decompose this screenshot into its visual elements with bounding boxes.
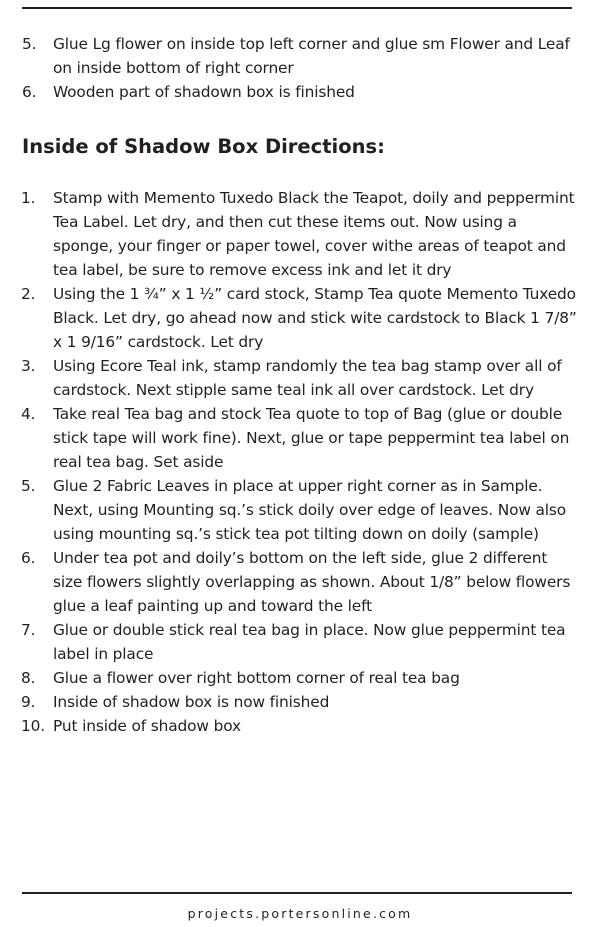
step-number: 4. [21, 405, 36, 423]
step-number: 10. [21, 717, 46, 735]
step-number: 5. [21, 477, 36, 495]
step-number: 5. [22, 35, 37, 53]
step-text: Glue Lg flower on inside top left corner and glue sm Flower and Leaf on inside bottom of right corner [53, 35, 570, 77]
step-text: Inside of shadow box is now finished [53, 693, 330, 711]
step-number: 9. [21, 693, 36, 711]
step-text: Using the 1 ¾” x 1 ½” card stock, Stamp Tea quote Memento Tuxedo Black. Let dry, go ahead now and stick wite cardstock to Black 1 7/8” x 1 9/16” cardstock. Let dry [53, 285, 577, 351]
step-number: 8. [21, 669, 36, 687]
step-text: Glue a flower over right bottom corner of real tea bag [53, 669, 460, 687]
list-item [22, 32, 578, 80]
top-divider [22, 7, 572, 9]
inside-box-steps-list [22, 186, 578, 738]
page-content [22, 32, 578, 738]
list-item [22, 402, 578, 474]
list-item [22, 80, 578, 104]
step-text: Glue 2 Fabric Leaves in place at upper right corner as in Sample. Next, using Mounting sq.’s stick doily over edge of leaves. Now also using mounting sq.’s stick tea pot tilting down on doily (sample) [53, 477, 567, 543]
list-item [22, 690, 578, 714]
step-number: 2. [21, 285, 36, 303]
list-item [22, 618, 578, 666]
section-heading: Inside of Shadow Box Directions: [22, 135, 385, 158]
list-item [22, 474, 578, 546]
bottom-divider [22, 892, 572, 894]
list-item [22, 186, 578, 282]
list-item [22, 546, 578, 618]
step-text: Take real Tea bag and stock Tea quote to top of Bag (glue or double stick tape will work fine). Next, glue or tape peppermint tea label on real tea bag. Set aside [53, 405, 570, 471]
step-number: 3. [21, 357, 36, 375]
step-number: 7. [21, 621, 36, 639]
step-text: Using Ecore Teal ink, stamp randomly the tea bag stamp over all of cardstock. Next stipple same teal ink all over cardstock. Let dry [53, 357, 562, 399]
step-text: Under tea pot and doily’s bottom on the left side, glue 2 different size flowers slightly overlapping as shown. About 1/8” below flowers glue a leaf painting up and toward the left [53, 549, 571, 615]
list-item [22, 354, 578, 402]
list-item [22, 282, 578, 354]
step-number: 1. [21, 189, 36, 207]
step-text: Wooden part of shadown box is finished [53, 83, 355, 101]
footer-url: projects.portersonline.com [187, 906, 413, 921]
step-text: Stamp with Memento Tuxedo Black the Teapot, doily and peppermint Tea Label. Let dry, and then cut these items out. Now using a sponge, your finger or paper towel, cover withe areas of teapot and tea label, be sure to remove excess ink and let it dry [53, 189, 575, 279]
step-number: 6. [21, 549, 36, 567]
step-text: Put inside of shadow box [53, 717, 241, 735]
wooden-box-steps-list [22, 32, 578, 104]
list-item [22, 714, 578, 738]
step-text: Glue or double stick real tea bag in place. Now glue peppermint tea label in place [53, 621, 566, 663]
step-number: 6. [22, 83, 37, 101]
list-item [22, 666, 578, 690]
